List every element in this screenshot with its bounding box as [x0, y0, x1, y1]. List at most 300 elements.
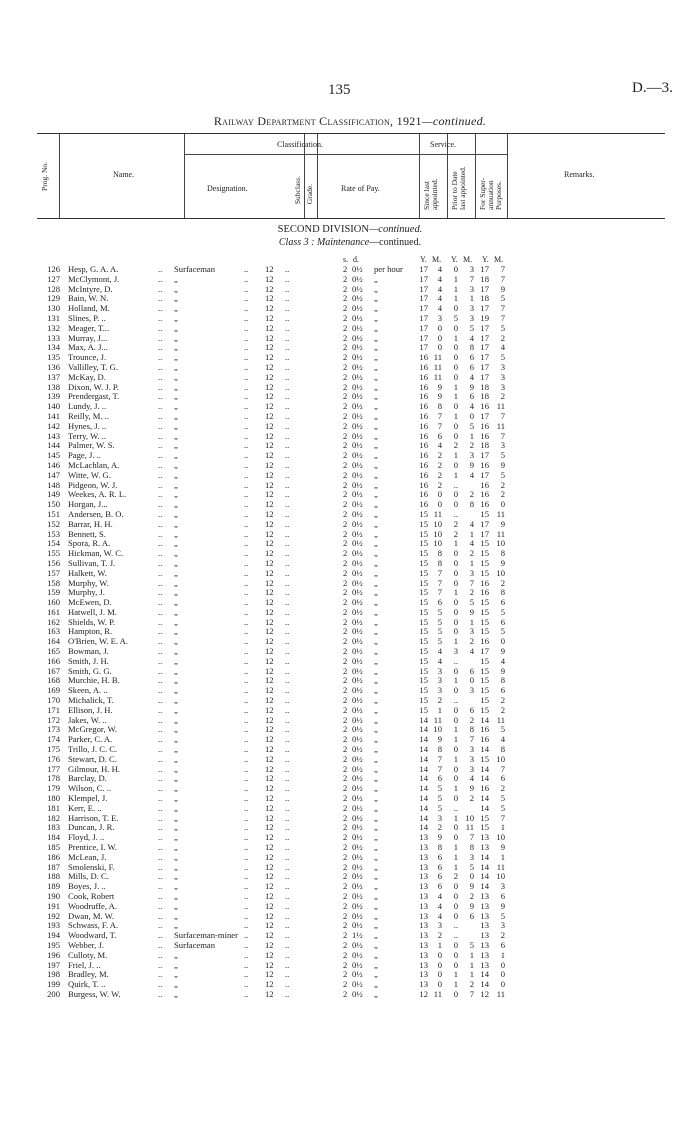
rate-pence-cell: 0½ — [352, 949, 363, 960]
leader-dots: .. — [285, 949, 290, 960]
prog-no-cell: 138 — [47, 381, 60, 392]
rate-per-cell: „ — [374, 303, 378, 314]
leader-dots: .. — [158, 930, 163, 941]
prior-months-cell: 3 — [469, 626, 474, 637]
prior-years-cell: 0 — [453, 548, 458, 559]
leader-dots: .. — [285, 939, 290, 950]
name-cell: Sullivan, T. J. — [68, 557, 116, 568]
prog-no-cell: 165 — [47, 646, 60, 657]
since-last-years-cell: 15 — [419, 587, 428, 598]
rate-per-cell: „ — [374, 567, 378, 578]
leader-dots: .. — [158, 293, 163, 304]
since-last-months-cell: 2 — [437, 450, 442, 461]
rate-per-cell: per hour — [374, 264, 403, 274]
rate-pence-cell: 0½ — [352, 293, 363, 304]
since-last-years-cell: 14 — [419, 822, 428, 833]
leader-dots: .. — [244, 802, 249, 813]
rate-per-cell: „ — [374, 773, 378, 784]
designation-cell: Surfaceman — [174, 939, 216, 950]
since-last-months-cell: 0 — [437, 969, 442, 980]
super-years-cell: 19 — [480, 312, 489, 323]
since-last-months-cell: 4 — [437, 264, 442, 274]
prior-years-cell: 0 — [453, 322, 458, 333]
name-cell: Gilmour, H. H. — [68, 763, 120, 774]
super-years-cell: 13 — [480, 920, 489, 931]
leader-dots: .. — [285, 401, 290, 412]
since-last-years-cell: 13 — [419, 891, 428, 901]
prior-months-cell: 6 — [469, 391, 474, 402]
rate-per-cell: „ — [374, 734, 378, 745]
designation-cell: „ — [174, 695, 178, 706]
super-months-cell: 5 — [500, 322, 505, 333]
leader-dots: .. — [285, 979, 290, 990]
rate-shillings-cell: 2 — [343, 410, 348, 421]
super-years-cell: 13 — [480, 949, 489, 960]
prior-months-cell: 7 — [469, 832, 474, 843]
since-last-months-cell: 7 — [437, 567, 442, 578]
since-last-years-cell: 16 — [419, 450, 428, 461]
leader-dots: .. — [285, 822, 290, 833]
rate-pence-cell: 0½ — [352, 851, 363, 862]
designation-cell: Surfaceman-miner — [174, 930, 238, 941]
rate-pence-cell: 0½ — [352, 273, 363, 284]
designation-cell: „ — [174, 763, 178, 774]
leader-dots: .. — [244, 871, 249, 882]
grade-cell: 12 — [265, 636, 274, 647]
prog-no-cell: 197 — [47, 959, 60, 970]
grade-cell: 12 — [265, 342, 274, 353]
since-last-years-cell: 15 — [419, 597, 428, 608]
grade-cell: 12 — [265, 881, 274, 892]
rate-pence-cell: 0½ — [352, 508, 363, 519]
super-months-cell: 11 — [496, 508, 505, 519]
leader-dots: .. — [244, 616, 249, 627]
super-years-cell: 16 — [480, 479, 489, 490]
subsection-label: Class 3 : — [278, 237, 315, 248]
since-last-months-cell: 11 — [433, 988, 442, 999]
grade-cell: 12 — [265, 371, 274, 382]
prog-no-cell: 149 — [47, 489, 60, 500]
leader-dots: .. — [285, 352, 290, 363]
super-months-cell: 7 — [500, 430, 505, 441]
prior-years-cell: .. — [453, 479, 458, 490]
rate-shillings-cell: 2 — [343, 685, 348, 696]
grade-cell: 12 — [265, 724, 274, 735]
super-years-cell: 14 — [480, 714, 489, 725]
prog-no-cell: 145 — [47, 450, 60, 461]
rate-per-cell: „ — [374, 606, 378, 617]
prior-months-cell: 8 — [469, 724, 474, 735]
rate-shillings-cell: 2 — [343, 851, 348, 862]
super-years-cell: 17 — [480, 450, 489, 461]
name-cell: Duncan, J. R. — [68, 822, 115, 833]
prog-no-cell: 176 — [47, 753, 60, 764]
prog-no-cell: 146 — [47, 459, 60, 470]
designation-cell: „ — [174, 646, 178, 657]
super-months-cell: 0 — [500, 959, 505, 970]
rate-shillings-cell: 2 — [343, 793, 348, 804]
prog-no-cell: 164 — [47, 636, 60, 647]
leader-dots: .. — [285, 283, 290, 294]
name-cell: McLean, J. — [68, 851, 107, 862]
rate-shillings-cell: 2 — [343, 479, 348, 490]
rate-per-cell: „ — [374, 538, 378, 549]
since-last-years-cell: 16 — [419, 459, 428, 470]
grade-cell: 12 — [265, 783, 274, 794]
since-last-years-cell: 13 — [419, 939, 428, 950]
super-years-cell: 15 — [480, 665, 489, 676]
header-classification: Classification. — [277, 140, 323, 149]
grade-cell: 12 — [265, 430, 274, 441]
leader-dots: .. — [244, 675, 249, 686]
rate-per-cell: „ — [374, 783, 378, 794]
rate-pence-cell: 0½ — [352, 587, 363, 598]
rate-shillings-cell: 2 — [343, 871, 348, 882]
prior-years-cell: 0 — [453, 361, 458, 372]
leader-dots: .. — [244, 293, 249, 304]
grade-cell: 12 — [265, 410, 274, 421]
since-last-years-cell: 15 — [419, 508, 428, 519]
since-last-months-cell: 5 — [437, 626, 442, 637]
prior-months-cell: 2 — [469, 714, 474, 725]
name-cell: Witte, W. G. — [68, 469, 111, 480]
leader-dots: .. — [285, 371, 290, 382]
leader-dots: .. — [158, 381, 163, 392]
prog-no-cell: 195 — [47, 939, 60, 950]
rate-shillings-cell: 2 — [343, 949, 348, 960]
leader-dots: .. — [158, 773, 163, 784]
prog-no-cell: 144 — [47, 440, 60, 451]
name-cell: Stewart, D. C. — [68, 753, 117, 764]
since-last-months-cell: 1 — [437, 704, 442, 715]
super-months-cell: 10 — [496, 832, 505, 843]
prior-months-cell: 6 — [469, 361, 474, 372]
since-last-months-cell: 5 — [437, 616, 442, 627]
grade-cell: 12 — [265, 891, 274, 901]
super-months-cell: 6 — [500, 685, 505, 696]
designation-cell: „ — [174, 499, 178, 510]
leader-dots: .. — [158, 450, 163, 461]
since-last-months-cell: 2 — [437, 459, 442, 470]
rate-shillings-cell: 2 — [343, 763, 348, 774]
prog-no-cell: 175 — [47, 744, 60, 755]
designation-cell: „ — [174, 332, 178, 343]
since-last-years-cell: 17 — [419, 293, 428, 304]
rate-shillings-cell: 2 — [343, 567, 348, 578]
prior-months-cell: 7 — [469, 734, 474, 745]
leader-dots: .. — [244, 626, 249, 637]
prog-no-cell: 162 — [47, 616, 60, 627]
designation-cell: „ — [174, 881, 178, 892]
rate-shillings-cell: 2 — [343, 714, 348, 725]
name-cell: Parker, C. A. — [68, 734, 113, 745]
rate-shillings-cell: 2 — [343, 587, 348, 598]
rate-shillings-cell: 2 — [343, 430, 348, 441]
rate-pence-cell: 0½ — [352, 636, 363, 647]
super-years-cell: 16 — [480, 430, 489, 441]
rate-shillings-cell: 2 — [343, 822, 348, 833]
rate-per-cell: „ — [374, 352, 378, 363]
rate-pence-cell: 0½ — [352, 518, 363, 529]
name-cell: McKay, D. — [68, 371, 106, 382]
super-months-cell: 3 — [500, 381, 505, 392]
prior-years-cell: 1 — [453, 851, 458, 862]
leader-dots: .. — [158, 557, 163, 568]
prior-months-cell: 3 — [469, 744, 474, 755]
super-months-cell: 9 — [500, 283, 505, 294]
super-months-cell: 0 — [500, 499, 505, 510]
rate-per-cell: „ — [374, 557, 378, 568]
leader-dots: .. — [285, 626, 290, 637]
since-last-months-cell: 7 — [437, 577, 442, 588]
super-months-cell: 2 — [500, 489, 505, 500]
name-cell: Woodward, T. — [68, 930, 117, 941]
leader-dots: .. — [285, 665, 290, 676]
leader-dots: .. — [244, 371, 249, 382]
rate-per-cell: „ — [374, 528, 378, 539]
name-cell: McLachlan, A. — [68, 459, 120, 470]
prog-no-cell: 167 — [47, 665, 60, 676]
leader-dots: .. — [244, 939, 249, 950]
super-years-cell: 14 — [480, 802, 489, 813]
leader-dots: .. — [285, 391, 290, 402]
leader-dots: .. — [285, 802, 290, 813]
rate-per-cell: „ — [374, 979, 378, 990]
super-years-cell: 18 — [480, 273, 489, 284]
prior-months-cell: 6 — [469, 352, 474, 363]
since-last-months-cell: 4 — [437, 900, 442, 911]
leader-dots: .. — [158, 528, 163, 539]
designation-cell: „ — [174, 685, 178, 696]
rate-pence-cell: 0½ — [352, 499, 363, 510]
grade-cell: 12 — [265, 695, 274, 706]
leader-dots: .. — [158, 567, 163, 578]
super-years-cell: 17 — [480, 410, 489, 421]
rate-pence-cell: 0½ — [352, 538, 363, 549]
leader-dots: .. — [285, 704, 290, 715]
super-years-cell: 13 — [480, 900, 489, 911]
prior-months-cell: 3 — [469, 303, 474, 314]
rate-pence-cell: 0½ — [352, 616, 363, 627]
prior-months-cell: 9 — [469, 783, 474, 794]
rate-shillings-cell: 2 — [343, 959, 348, 970]
table-row — [0, 579, 700, 589]
table-row — [0, 970, 700, 980]
prior-years-cell: 0 — [453, 342, 458, 353]
leader-dots: .. — [285, 577, 290, 588]
prior-years-cell: 0 — [453, 832, 458, 843]
leader-dots: .. — [285, 459, 290, 470]
leader-dots: .. — [244, 352, 249, 363]
prior-years-cell: 0 — [453, 626, 458, 637]
grade-cell: 12 — [265, 597, 274, 608]
super-years-cell: 15 — [480, 704, 489, 715]
prior-months-cell: 3 — [469, 312, 474, 323]
designation-cell: „ — [174, 655, 178, 666]
prog-no-cell: 198 — [47, 969, 60, 980]
prior-years-cell: 0 — [453, 303, 458, 314]
rate-pence-cell: 0½ — [352, 548, 363, 559]
since-last-months-cell: 11 — [433, 714, 442, 725]
name-cell: Hickman, W. C. — [68, 548, 124, 559]
rate-shillings-cell: 2 — [343, 920, 348, 931]
rate-pence-cell: 0½ — [352, 420, 363, 431]
rate-shillings-cell: 2 — [343, 675, 348, 686]
subsection-name: Maintenance — [316, 237, 370, 248]
rate-per-cell: „ — [374, 763, 378, 774]
prior-years-cell: 1 — [453, 391, 458, 402]
designation-cell: Surfaceman — [174, 264, 216, 274]
designation-cell: „ — [174, 616, 178, 627]
super-years-cell: 13 — [480, 930, 489, 941]
prog-no-cell: 181 — [47, 802, 60, 813]
super-months-cell: 0 — [500, 979, 505, 990]
since-last-months-cell: 7 — [437, 410, 442, 421]
designation-cell: „ — [174, 322, 178, 333]
rate-pence-cell: 0½ — [352, 714, 363, 725]
rate-shillings-cell: 2 — [343, 303, 348, 314]
super-years-cell: 17 — [480, 332, 489, 343]
leader-dots: .. — [285, 675, 290, 686]
grade-cell: 12 — [265, 450, 274, 461]
designation-cell: „ — [174, 567, 178, 578]
leader-dots: .. — [158, 332, 163, 343]
since-last-years-cell: 17 — [419, 322, 428, 333]
grade-cell: 12 — [265, 646, 274, 657]
since-last-months-cell: 8 — [437, 842, 442, 853]
header-since-last: Since last appointed. — [422, 178, 439, 210]
title-continued: —continued. — [421, 114, 487, 128]
designation-cell: „ — [174, 528, 178, 539]
prior-months-cell: 5 — [469, 322, 474, 333]
rate-per-cell: „ — [374, 381, 378, 392]
since-last-months-cell: 4 — [437, 273, 442, 284]
rate-per-cell: „ — [374, 626, 378, 637]
rate-pence-cell: 0½ — [352, 410, 363, 421]
designation-cell: „ — [174, 391, 178, 402]
designation-cell: „ — [174, 842, 178, 853]
super-months-cell: 4 — [500, 655, 505, 666]
since-last-years-cell: 17 — [419, 342, 428, 353]
prior-months-cell: 6 — [469, 665, 474, 676]
rate-per-cell: „ — [374, 988, 378, 999]
prior-years-cell: 0 — [453, 744, 458, 755]
designation-cell: „ — [174, 675, 178, 686]
rate-shillings-cell: 2 — [343, 842, 348, 853]
rate-shillings-cell: 2 — [343, 939, 348, 950]
grade-cell: 12 — [265, 969, 274, 980]
rate-shillings-cell: 2 — [343, 508, 348, 519]
designation-cell: „ — [174, 812, 178, 823]
super-months-cell: 9 — [500, 900, 505, 911]
super-months-cell: 0 — [500, 969, 505, 980]
rate-per-cell: „ — [374, 655, 378, 666]
leader-dots: .. — [158, 440, 163, 451]
grade-cell: 12 — [265, 851, 274, 862]
since-last-years-cell: 17 — [419, 312, 428, 323]
leader-dots: .. — [158, 724, 163, 735]
prior-years-cell: 0 — [453, 352, 458, 363]
super-years-cell: 15 — [480, 822, 489, 833]
leader-dots: .. — [285, 528, 290, 539]
since-last-months-cell: 3 — [437, 665, 442, 676]
designation-cell: „ — [174, 440, 178, 451]
prior-years-cell: 1 — [453, 273, 458, 284]
prior-years-cell: 1 — [453, 293, 458, 304]
leader-dots: .. — [158, 401, 163, 412]
designation-cell: „ — [174, 969, 178, 980]
prior-years-cell: 0 — [453, 773, 458, 784]
super-months-cell: 7 — [500, 410, 505, 421]
section-continued: —continued. — [368, 224, 423, 235]
since-last-years-cell: 16 — [419, 489, 428, 500]
since-last-years-cell: 14 — [419, 734, 428, 745]
since-last-years-cell: 16 — [419, 440, 428, 451]
rate-pence-cell: 0½ — [352, 606, 363, 617]
super-years-cell: 14 — [480, 969, 489, 980]
designation-cell: „ — [174, 900, 178, 911]
designation-cell: „ — [174, 577, 178, 588]
rate-per-cell: „ — [374, 704, 378, 715]
prior-years-cell: 1 — [453, 753, 458, 764]
rate-per-cell: „ — [374, 518, 378, 529]
super-months-cell: 3 — [500, 361, 505, 372]
prog-no-cell: 141 — [47, 410, 60, 421]
since-last-years-cell: 13 — [419, 920, 428, 931]
leader-dots: .. — [244, 587, 249, 598]
leader-dots: .. — [158, 881, 163, 892]
leader-dots: .. — [285, 753, 290, 764]
prog-no-cell: 173 — [47, 724, 60, 735]
super-years-cell: 18 — [480, 381, 489, 392]
designation-cell: „ — [174, 352, 178, 363]
designation-cell: „ — [174, 538, 178, 549]
prog-no-cell: 152 — [47, 518, 60, 529]
super-months-cell: 5 — [500, 469, 505, 480]
leader-dots: .. — [158, 910, 163, 921]
since-last-months-cell: 7 — [437, 420, 442, 431]
rate-per-cell: „ — [374, 469, 378, 480]
name-cell: McGregor, W. — [68, 724, 118, 735]
leader-dots: .. — [285, 655, 290, 666]
leader-dots: .. — [285, 420, 290, 431]
super-years-cell: 15 — [480, 675, 489, 686]
since-last-months-cell: 10 — [433, 528, 442, 539]
designation-cell: „ — [174, 342, 178, 353]
prog-no-cell: 133 — [47, 332, 60, 343]
rate-pence-cell: 0½ — [352, 988, 363, 999]
rate-per-cell: „ — [374, 322, 378, 333]
rate-shillings-cell: 2 — [343, 312, 348, 323]
prog-no-cell: 171 — [47, 704, 60, 715]
rate-shillings-cell: 2 — [343, 881, 348, 892]
super-months-cell: 5 — [500, 352, 505, 363]
rate-per-cell: „ — [374, 636, 378, 647]
grade-cell: 12 — [265, 714, 274, 725]
super-years-cell: 16 — [480, 724, 489, 735]
prior-months-cell: 4 — [469, 332, 474, 343]
name-cell: Culloty, M. — [68, 949, 108, 960]
name-cell: Burgess, W. W. — [68, 988, 121, 999]
prior-years-cell: 0 — [453, 489, 458, 500]
rate-pence-cell: 0½ — [352, 665, 363, 676]
leader-dots: .. — [285, 440, 290, 451]
leader-dots: .. — [285, 695, 290, 706]
table-body — [0, 265, 700, 1000]
grade-cell: 12 — [265, 469, 274, 480]
rate-per-cell: „ — [374, 871, 378, 882]
leader-dots: .. — [285, 430, 290, 441]
